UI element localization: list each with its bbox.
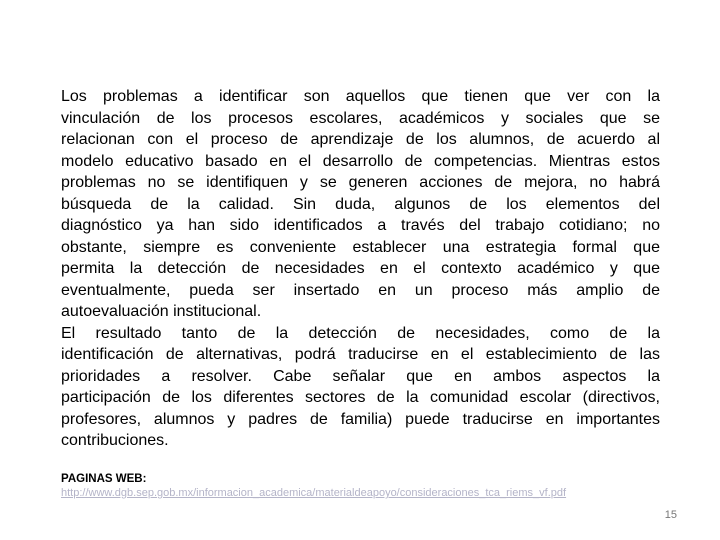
text-line: El resultado tanto de la detección de necesidades, como de la (61, 324, 660, 342)
references-label: PAGINAS WEB: (61, 473, 147, 485)
text-line: identificación de alternativas, podrá traducirse en el establecimiento de las (61, 346, 660, 363)
page-number: 15 (664, 509, 677, 521)
text-line: relacionan con el proceso de aprendizaje de los alumnos, de acuerdo al (61, 131, 660, 148)
reference-link[interactable]: http://www.dgb.sep.gob.mx/informacion_academica/materialdeapoyo/consideraciones_tca_riems_vf.pdf (61, 487, 567, 499)
text-line: obstante, siempre es conveniente establecer una estrategia formal que (61, 238, 660, 256)
text-line: diagnóstico ya han sido identificados a través del trabajo cotidiano; no (61, 217, 660, 234)
text-line: prioridades a resolver. Cabe señalar que en ambos aspectos la (61, 367, 660, 385)
text-line: modelo educativo basado en el desarrollo de competencias. Mientras estos (61, 152, 660, 170)
body-text (61, 86, 660, 452)
text-line: contribuciones. (61, 432, 169, 449)
text-line: eventualmente, pueda ser insertado en un proceso más amplio de (61, 281, 660, 299)
text-line: búsqueda de la calidad. Sin duda, algunos de los elementos del (61, 195, 660, 213)
text-line: permita la detección de necesidades en el contexto académico y que (61, 260, 660, 277)
text-line: Los problemas a identificar son aquellos que tienen que ver con la (61, 88, 660, 105)
text-line: profesores, alumnos y padres de familia) puede traducirse en importantes (61, 410, 660, 428)
text-line: autoevaluación institucional. (61, 303, 262, 320)
text-line: participación de los diferentes sectores de la comunidad escolar (directivos, (61, 389, 660, 406)
text-line: vinculación de los procesos escolares, académicos y sociales que se (61, 109, 660, 127)
text-line: problemas no se identifiquen y se generen acciones de mejora, no habrá (61, 174, 660, 191)
